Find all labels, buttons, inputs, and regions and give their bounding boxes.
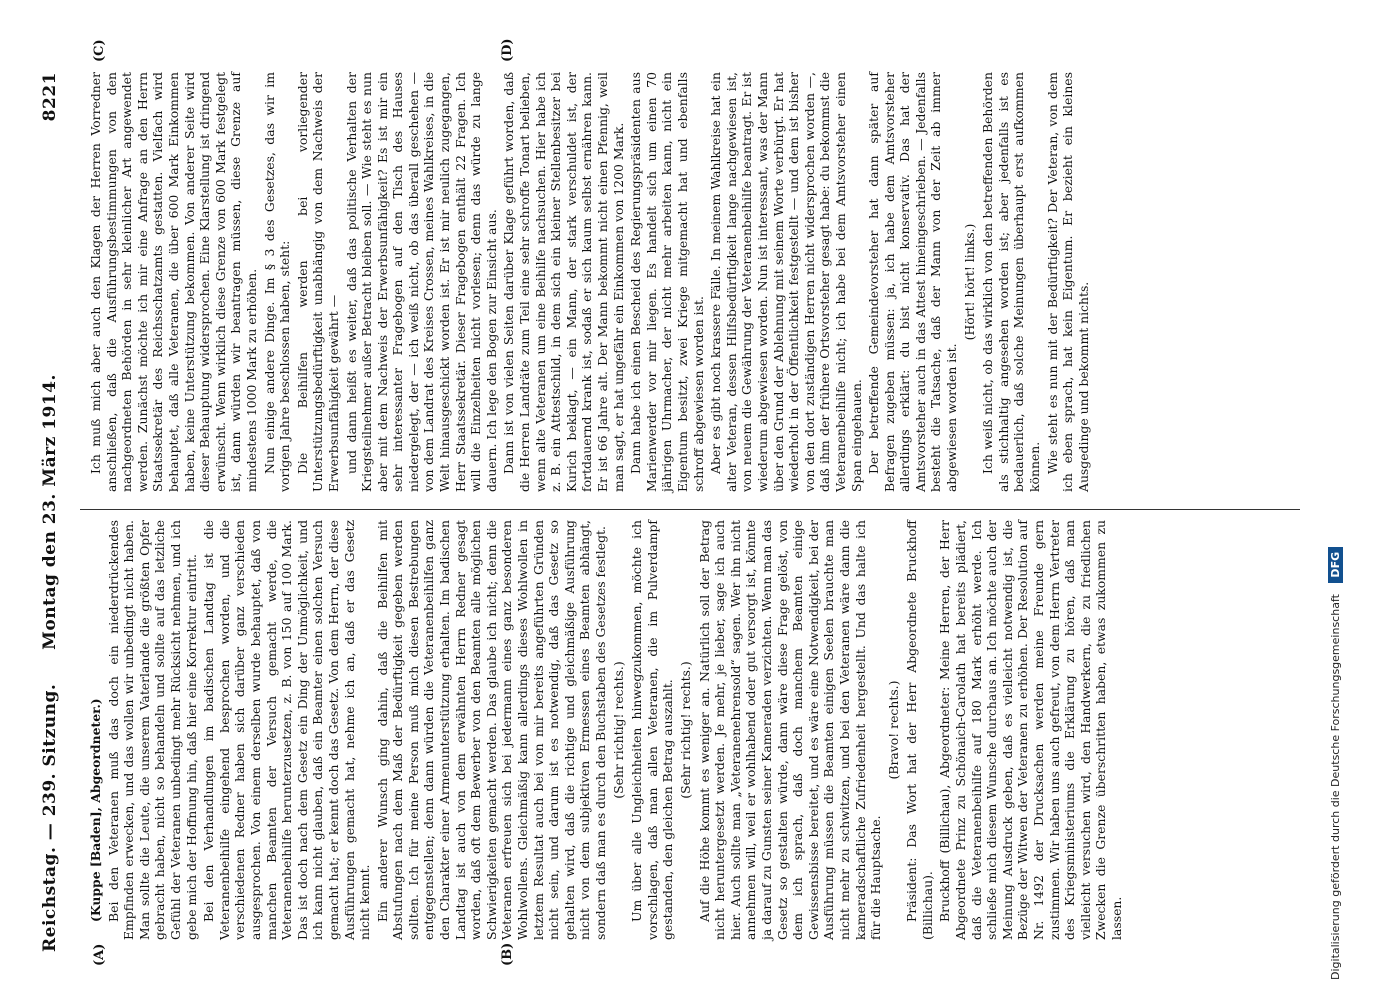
footer — [1328, 80, 1343, 980]
right-column — [88, 72, 1093, 492]
paragraph: Um über alle Ungleichheiten hinwegzukommen, möchte ich vorschlagen, daß man allen Veteranen, die im Pulverdampf gestanden, den gleichen Betrag auszahlt. — [629, 520, 676, 940]
interjection: (Sehr richtig! rechts.) — [610, 661, 626, 799]
paragraph: Der betreffende Gemeindevorsteher hat dann später auf Befragen zugeben müssen: ja, ich habe dem Amtsvorsteher allerdings erklärt: du bist nicht konservativ. Das hat der Amtsvorsteher auch in das Attest hineingeschrieben. — Jedenfalls besteht die Tatsache, daß der Mann von der Zeit ab immer abgewiesen worden ist. — [866, 72, 960, 492]
margin-marker-d: (D) — [500, 38, 515, 62]
paragraph: Präsident: Das Wort hat der Herr Abgeordnete Bruckhoff (Billichau). — [904, 520, 935, 940]
left-column — [88, 520, 1127, 940]
speaker-label: (Kuppe [Baden], Abgeordneter.) — [88, 698, 103, 922]
paragraph: Dann ist von vielen Seiten darüber Klage geführt worden, daß die Herren Landräte zum Teil eine sehr schroffe Tonart belieben, wenn alte Veteranen um eine Beihilfe nachsuchen. Hier habe ich z. B. ein Attestschild, in dem sich ein kleiner Stellenbesitzer bei Kurich beklagt, — ein Mann, der stark verschuldet ist, der fortdauernd krank ist, sodaß er sich kaum selbst ernähren kann. Er ist 66 Jahre alt. Der Mann bekommt nicht einen Pfennig, weil man sagt, er hat ungefähr ein Einkommen von 1200 Mark. — [501, 72, 626, 492]
paragraph: Ich muß mich aber auch den Klagen der Herren Vorredner anschließen, daß die Ausführungsbestimmungen von den nachgeordneten Behörden in sehr kleinlicher Art angewendet werden. Zunächst möchte ich mir eine Anfrage an den Herrn Staatssekretär des Reichsschatzamts gestatten. Vielfach wird behauptet, daß alle Veteranen, die über 600 Mark Einkommen haben, keine Unterstützung bekommen. Von anderer Seite wird dieser Behauptung widersprochen. Eine Klarstellung ist dringend erwünscht. Wenn wirklich diese Grenze von 600 Mark festgelegt ist, dann würden wir beantragen müssen, diese Grenze auf mindestens 1000 Mark zu erhöhen. — [88, 72, 259, 492]
paragraph: Die Beihilfen werden bei vorliegender Unterstützungsbedürftigkeit unabhängig von dem Nachweis der Erwerbsunfähigkeit gewährt — — [294, 72, 341, 492]
paragraph: Bei den Veteranen muß das doch ein niederdrückendes Empfinden erwecken, und das wollen wir unbedingt nicht haben. Man sollte die Leute, die unserem Vaterlande die größten Opfer gebracht haben, nicht so behandeln und sollte auf das letzliche Gefühl der Veteranen unbedingt mehr Rücksicht nehmen, und ich gebe mich der Hoffnung hin, daß hier eine Korrektur eintritt. — [105, 520, 199, 940]
column-divider — [80, 509, 1300, 510]
interjection: (Hört! hört! links.) — [961, 223, 977, 341]
margin-marker-a: (A) — [92, 943, 107, 966]
paragraph: Aber es gibt noch krassere Fälle. In meinem Wahlkreise hat ein alter Veteran, dessen Hilfsbedürftigkeit lange nachgewiesen ist, von neuem die Gewährung der Veteranenbeihilfe beantragt. Er ist wiederum abgewiesen worden. Nun ist interessant, was der Mann über den Grund der Ablehnung mit seinem Worte verbürgt. Er hat wiederholt in der Öffentlichkeit festgestellt — und dem ist bisher von den dort zuständigen Herren nicht widersprochen worden —, daß ihm der frühere Ortsvorsteher gesagt habe: du bekommst die Veteranenbeihilfe nicht; ich habe bei dem Amtsvorsteher einen Span eingehauen. — [708, 72, 864, 492]
paragraph: Auf die Höhe kommt es weniger an. Natürlich soll der Betrag nicht heruntergesetzt werden. Je mehr, je lieber, sage ich auch hier. Auch sollte man „Veteranenehrensold“ sagen. Wer ihn nicht annehmen will, weil er wohlhabend oder gut versorgt ist, könnte ja darauf zu Gunsten seiner Kameraden verzichten. Wenn man das Gesetz so gestalten würde, dann wäre diese Frage gelöst, von dem ich sprach, daß doch manchem Beamten einige Gewissensbisse bereitet, und es wäre eine Notwendigkeit, bei der Ausführung müssen die Beamten einigen Seelen brauchte man nicht mehr zu schwitzen, und bei den Veteranen wäre dann die kameradschaftliche Zufriedenheit hergestellt. Und das halte ich für die Hauptsache. — [696, 520, 884, 940]
paragraph: Ein anderer Wunsch ging dahin, daß die Beihilfen mit Abstufungen nach dem Maß der Bedürftigkeit gegeben werden sollten. Ich für meine Person muß mich diesen Bestrebungen entgegenstellen; denn dann würden die Veteranenbeihilfen ganz den Charakter einer Armenunterstützung erhalten. Im badischen Landtag ist auch von dem erwähnten Herrn Redner gesagt worden, daß oft dem Bewerber von den Beamten alle möglichen Schwierigkeiten gemacht werden. Das glaube ich nicht; denn die Veteranen erfreuen sich bei jedermann eines ganz besonderen Wohlwollens. Gleichmäßig kann allerdings dieses Wohlwollen in letztem Resultat auch bei von mir bereits angeführten Gründen nicht sein, und darum ist es notwendig, daß das Gesetz so gehalten wird, daß die richtige und gleichmäßige Ausführung nicht von dem subjektiven Ermessen eines Beamten abhängt, sondern daß man es durch den Buchstaben des Gesetzes festlegt. — [374, 520, 608, 940]
paragraph: Wie steht es nun mit der Bedürftigkeit? Der Veteran, von dem ich eben sprach, hat kein Eigentum. Er bezieht ein kleines Ausgedinge und bekommt nichts. — [1044, 72, 1091, 492]
paragraph: und dann heißt es weiter, daß das politische Verhalten der Kriegsteilnehmer außer Betracht bleiben soll. — Wie steht es nun aber mit dem Nachweis der Erwerbsunfähigkeit? Es ist mir ein sehr interessanter Fragebogen auf den Tisch des Hauses niedergelegt, der — ich weiß nicht, ob das überall geschehen — von dem Landrat des Kreises Crossen, meines Wahlkreises, in die Welt hinausgeschickt worden ist. Er ist mir neulich zugegangen, Herr Staatssekretär. Dieser Fragebogen enthält 22 Fragen. Ich will die Einzelheiten nicht vorlesen; denn das würde zu lange dauern. Ich lege den Bogen zur Einsicht aus. — [343, 72, 499, 492]
paragraph: Bruckhoff (Billichau), Abgeordneter: Meine Herren, der Herr Abgeordnete Prinz zu Schönaich-Carolath hat bereits plädiert, daß die Veteranenbeihilfe auf 180 Mark erhöht werde. Ich schließe mich diesem Wunsche durchaus an. Ich möchte auch der Meinung Ausdruck geben, daß es vielleicht notwendig ist, die Bezüge der Witwen der Veteranen zu erhöhen. Der Resolution auf Nr. 1492 der Drucksachen werden meine Freunde gern zustimmen. Wir haben uns auch gefreut, von dem Herrn Vertreter des Kriegsministeriums die Erklärung zu hören, daß man vielleicht versuchen wird, den Handwerkern, die zu friedlichen Zwecken die Grenze überschritten haben, etwas zukommen zu lassen. — [937, 520, 1124, 940]
header-center: Montag den 23. März 1914. — [40, 374, 60, 650]
paragraph: Bei den Verhandlungen im badischen Landtag ist die Veteranenbeihilfe eingehend besprochen worden, und die verschiedenen Redner haben sich darüber ganz verschieden ausgesprochen. Von einem derselben wurde behauptet, daß von manchen Beamten der Versuch gemacht werde, die Veteranenbeihilfe herunterzusetzen, z. B. von 150 auf 100 Mark. Das ist doch nach dem Gesetz ein Ding der Unmöglichkeit, und ich kann nicht glauben, daß ein Beamter einen solchen Versuch gemacht hat; er kennt doch das Gesetz. Von dem Herrn, der diese Ausführungen gemacht hat, nehme ich an, daß er das Gesetz nicht kennt. — [201, 520, 373, 940]
paragraph: Nun einige andere Dinge. Im § 3 des Gesetzes, das wir im vorigen Jahre beschlossen haben, steht: — [261, 72, 293, 492]
header-page-number: 8221 — [40, 72, 60, 122]
margin-marker-c: (C) — [92, 39, 107, 62]
footer-text: Digitalisierung gefördert durch die Deutsche Forschungsgemeinschaft — [1329, 594, 1342, 980]
interjection: (Bravo! rechts.) — [885, 680, 901, 780]
dfg-logo: DFG — [1328, 547, 1343, 583]
interjection: (Sehr richtig! rechts.) — [677, 661, 693, 799]
paragraph: Ich weiß nicht, ob das wirklich von den betreffenden Behörden als stichhaltig angesehen worden ist; aber jedenfalls ist es bedauerlich, daß solche Meinungen überhaupt erst aufkommen können. — [980, 72, 1043, 492]
margin-marker-b: (B) — [500, 942, 515, 966]
paragraph: Dann habe ich einen Bescheid des Regierungspräsidenten aus Marienwerder vor mir liegen. Es handelt sich um einen 70 jährigen Uhrmacher, der nicht mehr arbeiten kann, nicht ein Eigentum besitzt, zwei Kriege mitgemacht hat und ebenfalls schroff abgewiesen worden ist. — [628, 72, 706, 492]
page-header — [40, 72, 74, 952]
header-left: Reichstag. — 239. Sitzung. — [40, 683, 60, 952]
